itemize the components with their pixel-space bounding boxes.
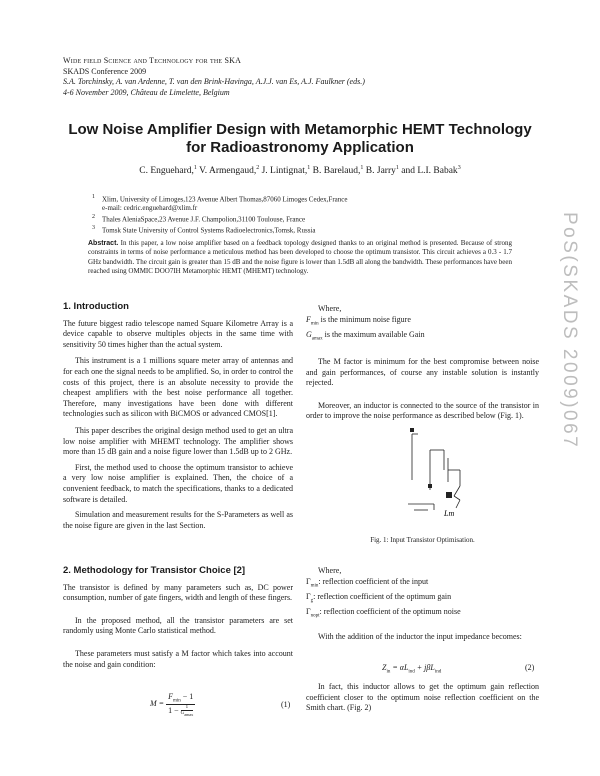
- affiliations: [92, 193, 512, 235]
- paragraph: These parameters must satisfy a M factor which takes into account the noise and gain condition:: [63, 648, 293, 669]
- equation-2-number: (2): [525, 663, 535, 672]
- section-heading: 2. Methodology for Transistor Choice [2]: [63, 565, 246, 576]
- abstract-text: In this paper, a low noise amplifier based on a feedback topology designed thanks to an original method is presented. Because of strong constraints in terms of noise performance a meticulous method has been developed to choose the optimum transistor. This circuit achieves a 0.3 - 1.7 GHz bandwidth. The circuit gain is greater than 15 dB and the noise figure is lower than 1.5dB all along the bandwidth. These performances have been reached using OMMIC DOO7IH Metamorphic HEMT (MHEMT) technology.: [88, 239, 513, 275]
- author-list: [30, 165, 570, 176]
- definition-gamma-g: $\Gamma_g$: reflection coefficient of the optimum gain: [306, 591, 452, 604]
- affiliation-2: $^2$ Thales AleniaSpace,23 Avenue J.F. Champolion,31100 Toulouse, France: [92, 213, 306, 224]
- equation-2: $Z_{in} = \alpha L_{ind} + j\beta L_{ind}$: [382, 663, 442, 675]
- author: B. Jarry$^1$: [365, 165, 399, 177]
- paragraph: The future biggest radio telescope named Square Kilometre Array is a device capable to observe multiples objects in the same time with sensitivity 50 times higher than the actual system.: [63, 318, 293, 349]
- header-date-venue: 4-6 November 2009, Château de Limelette, Belgium: [63, 87, 230, 97]
- definition-gamma-min: $\Gamma_{min}$: reflection coefficient of the input: [306, 576, 429, 589]
- transistor-schematic-figure: [404, 420, 484, 520]
- paragraph: The transistor is defined by many parameters such as, DC power consumption, number of gate fingers, width and length of these fingers.: [63, 582, 293, 603]
- right-column-bottom: [306, 566, 539, 643]
- affiliation-1: $^1$ Xlim, University of Limoges,123 Avenue Albert Thomas,87060 Limoges Cedex,France: [92, 194, 348, 204]
- section-introduction: [63, 302, 293, 531]
- schematic-node: [446, 492, 452, 498]
- author-email[interactable]: e-mail: cedric.enguehard@xlim.fr: [102, 204, 198, 213]
- paragraph: In fact, this inductor allows to get the optimum gain reflection coefficient closer to the optimum noise reflection coefficient on the Smith chart. (Fig. 2): [306, 682, 539, 713]
- schematic-wire: [454, 496, 460, 500]
- equation-1: M = $F_{min} - 1$ 1 − $\frac{1}{G_{amax}}$: [150, 692, 194, 717]
- schematic-wire: [454, 486, 460, 496]
- paragraph: This instrument is a 1 millions square meter array of antennas and for each one the signal needs to be amplified. So, in order to control the costs of this project, there is an absolute necessity to provide the cheapest amplifiers with the best noise performance all together. Therefore, many investigations have been done with different technologies such as silicon with BiCMOS or advanced CMOS[1].: [63, 356, 293, 419]
- abstract-label: Abstract.: [88, 240, 119, 247]
- paragraph: The M factor is minimum for the best compromise between noise and gain performances, of course any instable solution is instantly rejected.: [306, 356, 539, 388]
- header-series: Wide field Science and Technology for the SKA: [63, 56, 242, 65]
- section-methodology: [63, 566, 293, 670]
- author: and L.I. Babak$^3$: [401, 165, 461, 177]
- schematic-node: [410, 428, 414, 432]
- inductor-label: Lm: [444, 509, 455, 518]
- section-heading: 1. Introduction: [63, 301, 129, 312]
- conference-header: [63, 56, 365, 98]
- author: B. Barelaud,$^1$: [312, 165, 364, 177]
- right-column-end: [306, 682, 539, 714]
- abstract: [88, 239, 512, 276]
- paragraph: With the addition of the inductor the input impedance becomes:: [318, 632, 522, 642]
- paper-title: [30, 121, 570, 157]
- title-line-1: Low Noise Amplifier Design with Metamorphic HEMT Technology: [68, 121, 532, 138]
- paragraph: In the proposed method, all the transistor parameters are set randomly using Monte Carlo statistical method.: [63, 615, 293, 636]
- definition-fmin: $F_{min}$ is the minimum noise figure: [306, 314, 411, 327]
- where-label: Where,: [318, 566, 342, 575]
- right-column-top: [306, 304, 539, 422]
- paragraph: Simulation and measurement results for the S-Parameters as well as the noise figure are given in the last Section.: [63, 510, 293, 530]
- figure-1-caption: Fig. 1: Input Transistor Optimisation.: [370, 536, 475, 544]
- schematic-wire: [456, 500, 460, 508]
- definition-gamma-nopt: $\Gamma_{nopt}$: reflection coefficient of the optimum noise: [306, 606, 461, 619]
- author: J. Lintignat,$^1$: [261, 165, 311, 177]
- where-label: Where,: [318, 304, 342, 313]
- paragraph: Moreover, an inductor is connected to the source of the transistor in order to improve the noise performance as described below (Fig. 1).: [306, 400, 539, 421]
- pos-watermark: PoS(SKADS 2009)067: [559, 212, 580, 450]
- header-editors: S.A. Torchinsky, A. van Ardenne, T. van den Brink-Havinga, A.J.J. van Es, A.J. Faulkner (eds.): [63, 77, 365, 86]
- author: C. Enguehard,$^1$: [139, 165, 197, 177]
- title-line-2: for Radioastronomy Application: [186, 139, 414, 156]
- equation-1-number: (1): [281, 700, 291, 709]
- affiliation-3: $^3$ Tomsk State University of Control Systems Radioelectronics,Tomsk, Russia: [92, 224, 316, 235]
- header-conference: SKADS Conference 2009: [63, 66, 147, 76]
- paragraph: This paper describes the original design method used to get an ultra low noise amplifier with MHEMT technology. The amplifier shows more than 15 dB gain and a noise figure lower than 1.5dB up to 2 GHz.: [63, 425, 293, 457]
- definition-gamax: $G_{amax}$ is the maximum available Gain: [306, 329, 425, 342]
- paragraph: First, the method used to choose the optimum transistor to achieve a very low noise amplifier is explained. Then, the choice of a convenient feedback, to match the specifications, thanks to a dedicated software is detailed.: [63, 462, 293, 504]
- schematic-node: [428, 484, 432, 488]
- author: V. Armengaud,$^2$: [199, 165, 260, 177]
